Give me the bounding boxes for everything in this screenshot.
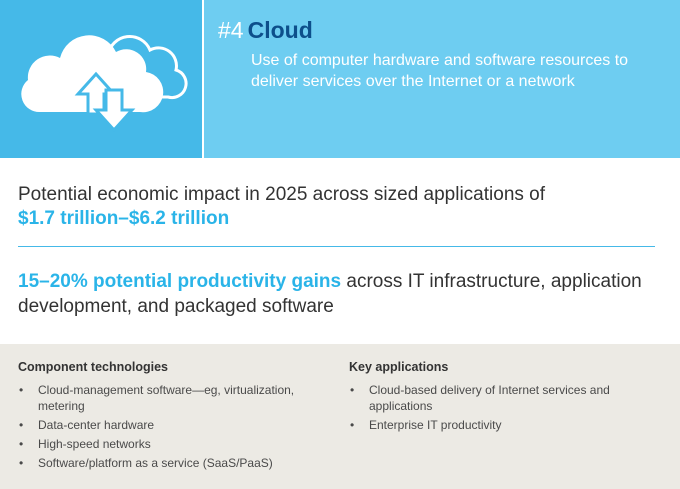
bullet-icon: • [19, 383, 24, 397]
list-item [18, 418, 328, 434]
economic-impact [18, 183, 658, 231]
list-item [349, 383, 649, 414]
component-technologies-heading: Component technologies [18, 360, 168, 374]
key-applications-heading: Key applications [349, 360, 449, 374]
title-panel [204, 0, 680, 158]
list-item-text: High-speed networks [38, 436, 151, 451]
header-band [0, 0, 680, 158]
bullet-icon: • [19, 455, 24, 470]
section-divider [18, 246, 655, 247]
key-applications [349, 359, 649, 437]
list-item-text: Enterprise IT productivity [369, 417, 502, 432]
list-item [349, 418, 649, 434]
list-item [18, 383, 328, 414]
cloud-upload-download-icon [0, 0, 202, 158]
component-technologies [18, 359, 328, 475]
bullet-icon: • [350, 417, 355, 432]
productivity-highlight: 15–20% potential productivity gains [18, 271, 342, 292]
bullet-icon: • [350, 383, 355, 397]
component-list [18, 383, 328, 471]
list-item-text: Software/platform as a service (SaaS/PaaS) [38, 455, 273, 470]
bullet-icon: • [19, 417, 24, 432]
list-item-text: Cloud-based delivery of Internet services and applications [369, 383, 610, 413]
list-item [18, 437, 328, 453]
icon-panel [0, 0, 202, 158]
list-item-text: Cloud-management software—eg, virtualization, metering [38, 383, 295, 413]
impact-text: Potential economic impact in 2025 across sized applications of [18, 184, 546, 205]
list-item-text: Data-center hardware [38, 417, 155, 432]
bullet-icon: • [19, 436, 24, 451]
page-subtitle: Use of computer hardware and software resources to deliver services over the Internet or a network [251, 52, 629, 90]
productivity-gains [18, 269, 663, 319]
details-section [0, 344, 680, 489]
impact-value: $1.7 trillion–$6.2 trillion [18, 208, 230, 229]
page-title [218, 16, 313, 44]
title-word: Cloud [247, 17, 313, 43]
productivity-text: across IT infrastructure, application development, and packaged software [18, 271, 642, 317]
title-number: #4 [218, 17, 244, 43]
application-list [349, 383, 649, 433]
list-item [18, 456, 328, 472]
